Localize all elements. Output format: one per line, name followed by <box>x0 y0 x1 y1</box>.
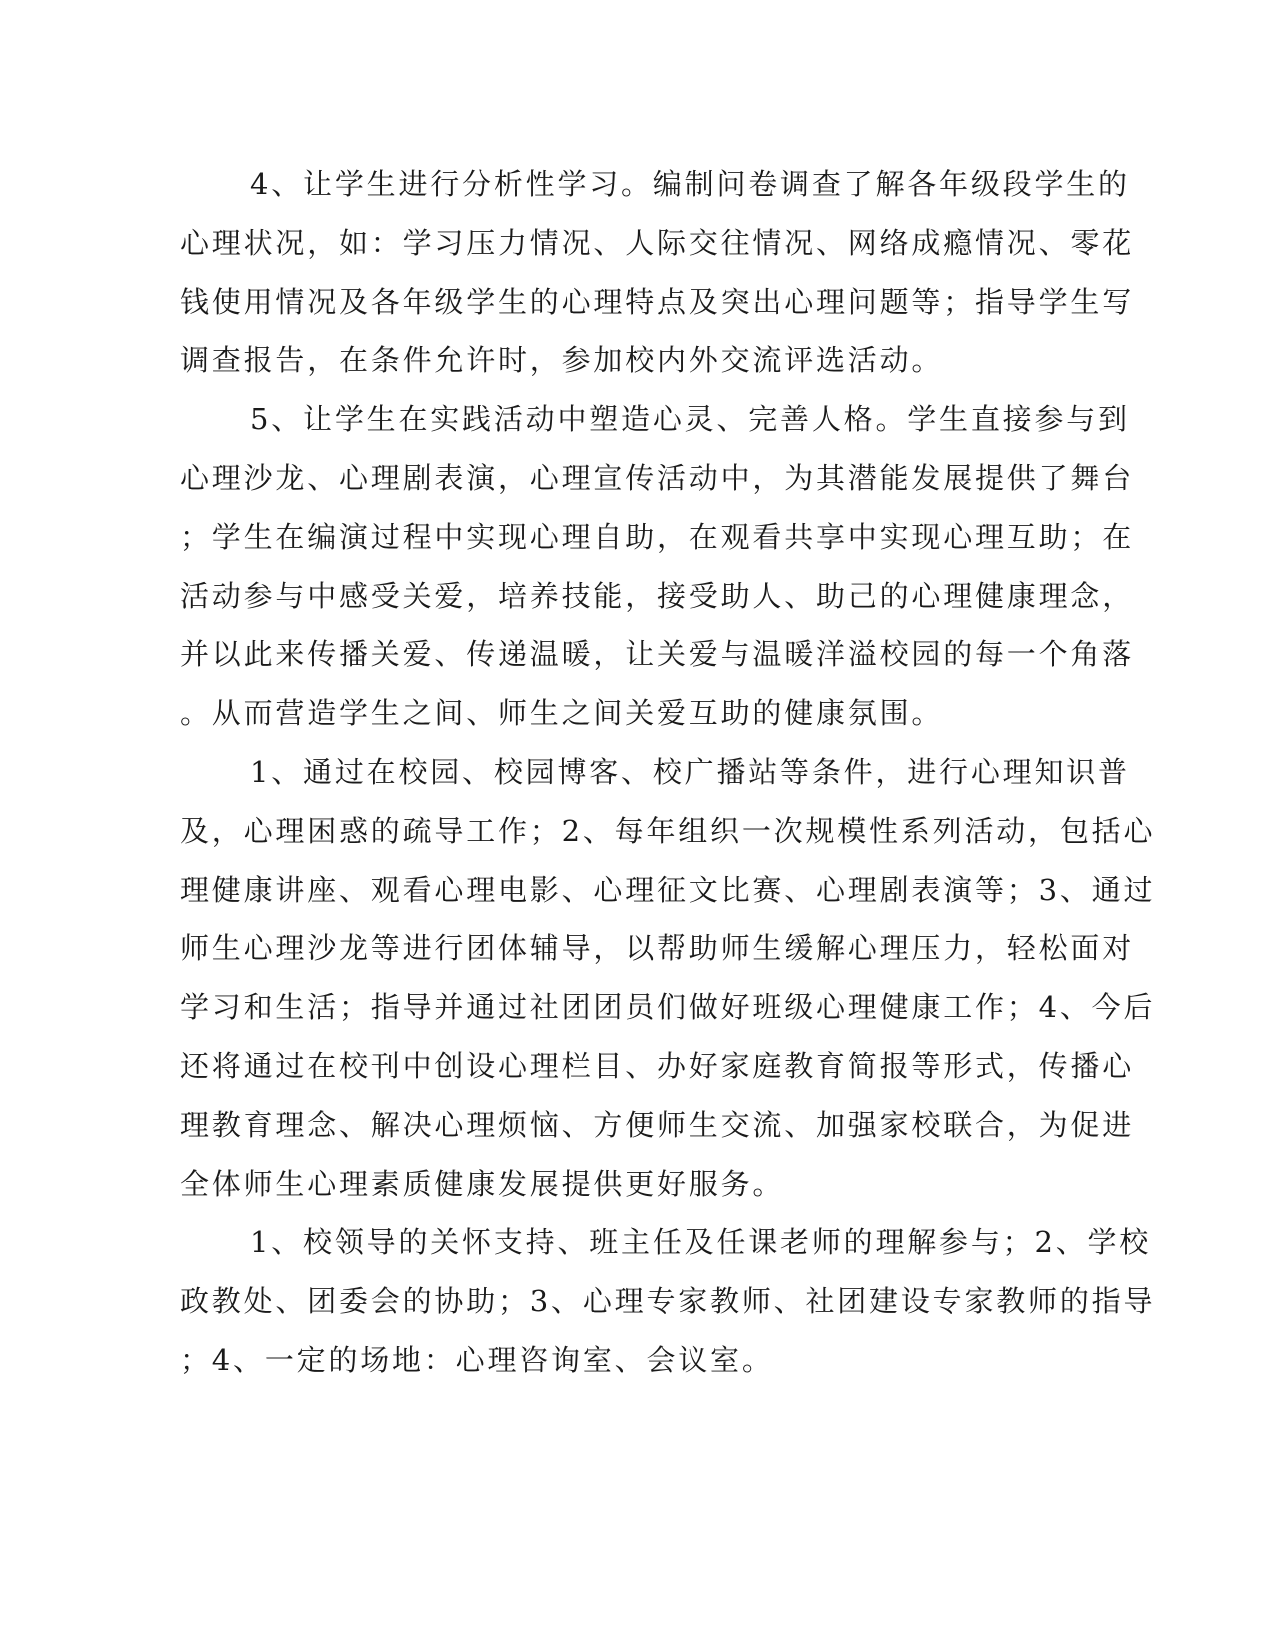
paragraph-line: 理教育理念、解决心理烦恼、方便师生交流、加强家校联合，为促进 <box>180 1107 1135 1142</box>
paragraph-line: 全体师生心理素质健康发展提供更好服务。 <box>180 1166 785 1201</box>
paragraph-line: 心理状况，如：学习压力情况、人际交往情况、网络成瘾情况、零花 <box>180 225 1135 260</box>
paragraph-line: 还将通过在校刊中创设心理栏目、办好家庭教育简报等形式，传播心 <box>180 1048 1135 1083</box>
paragraph-line: 调查报告，在条件允许时，参加校内外交流评选活动。 <box>180 343 944 378</box>
paragraph-line: 理健康讲座、观看心理电影、心理征文比赛、心理剧表演等；3、通过 <box>180 872 1156 907</box>
paragraph-line: ；4、一定的场地：心理咨询室、会议室。 <box>180 1342 774 1377</box>
paragraph-line: 4、让学生进行分析性学习。编制问卷调查了解各年级段学生的 <box>250 167 1130 201</box>
paragraph-line: 1、校领导的关怀支持、班主任及任课老师的理解参与；2、学校 <box>250 1225 1152 1260</box>
paragraph-line: 师生心理沙龙等进行团体辅导，以帮助师生缓解心理压力，轻松面对 <box>180 931 1135 966</box>
paragraph-line: 及，心理困惑的疏导工作；2、每年组织一次规模性系列活动，包括心 <box>180 813 1156 848</box>
document-body <box>180 155 1156 1390</box>
paragraph-line: 活动参与中感受关爱，培养技能，接受助人、助己的心理健康理念， <box>180 578 1135 613</box>
paragraph-2 <box>180 390 1135 743</box>
paragraph-line: 。从而营造学生之间、师生之间关爱互助的健康氛围。 <box>180 696 944 731</box>
paragraph-line: 政教处、团委会的协助；3、心理专家教师、社团建设专家教师的指导 <box>180 1284 1156 1319</box>
paragraph-line: 1、通过在校园、校园博客、校广播站等条件，进行心理知识普 <box>250 754 1130 789</box>
paragraph-line: 学习和生活；指导并通过社团团员们做好班级心理健康工作；4、今后 <box>180 990 1156 1025</box>
paragraph-line: ；学生在编演过程中实现心理自助，在观看共享中实现心理互助；在 <box>180 519 1135 554</box>
paragraph-line: 5、让学生在实践活动中塑造心灵、完善人格。学生直接参与到 <box>250 402 1130 437</box>
paragraph-line: 钱使用情况及各年级学生的心理特点及突出心理问题等；指导学生写 <box>180 284 1135 319</box>
paragraph-1 <box>180 155 1135 390</box>
paragraph-4 <box>180 1213 1156 1389</box>
paragraph-line: 心理沙龙、心理剧表演，心理宣传活动中，为其潜能发展提供了舞台 <box>180 460 1135 495</box>
paragraph-3 <box>180 743 1156 1213</box>
paragraph-line: 并以此来传播关爱、传递温暖，让关爱与温暖洋溢校园的每一个角落 <box>180 637 1135 672</box>
